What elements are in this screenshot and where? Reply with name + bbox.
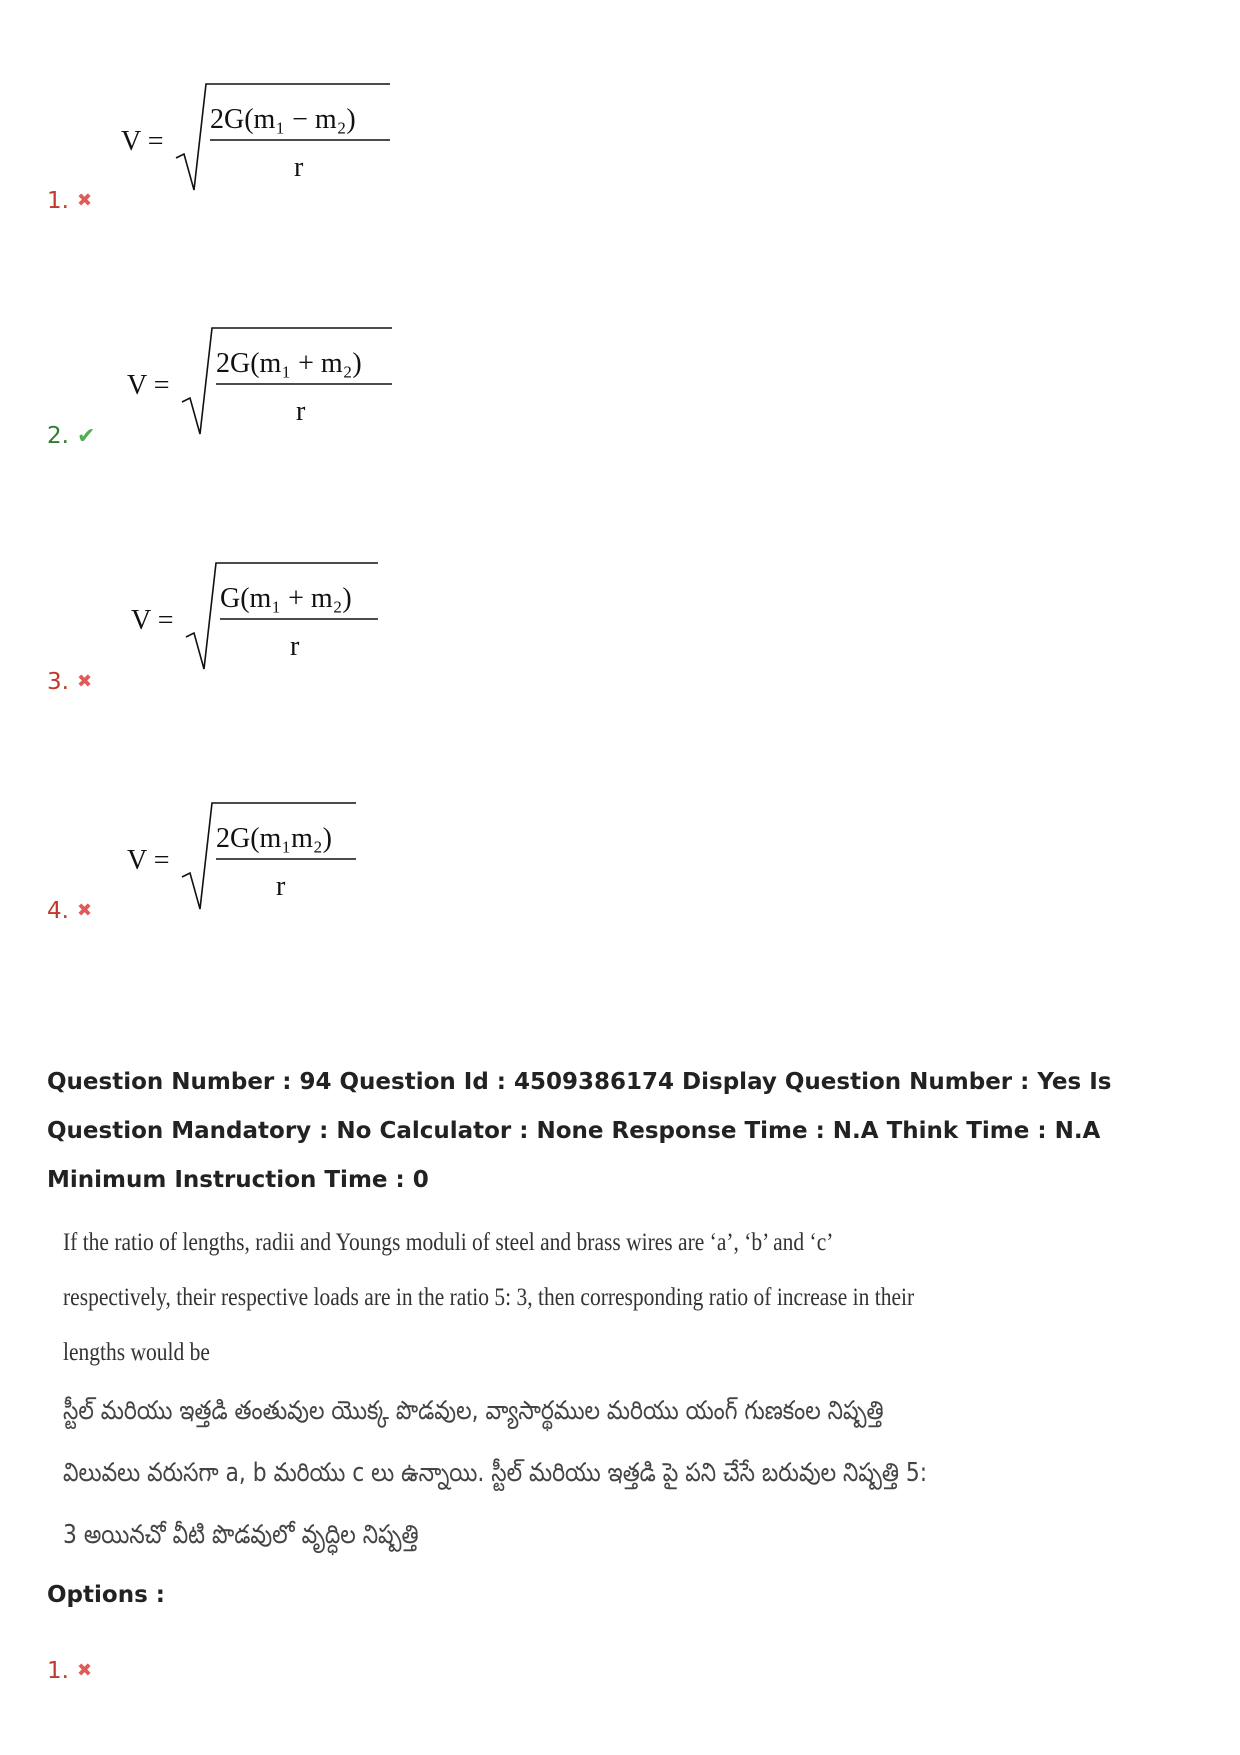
option-1-number: [47, 188, 92, 214]
cross-icon: ✖: [76, 1660, 93, 1681]
formula-denominator: r: [296, 396, 306, 427]
formula-lhs: V =: [121, 126, 164, 157]
formula-denominator: r: [290, 631, 300, 662]
option-2-formula: [124, 322, 404, 440]
formula-lhs: V =: [131, 605, 174, 636]
option-3-formula: [128, 557, 408, 675]
options-label: Options :: [47, 1582, 165, 1608]
formula-numerator: 2G(m₁m₂): [216, 823, 332, 854]
cross-icon: ✖: [76, 190, 93, 211]
option-number-label: 1.: [47, 1658, 69, 1684]
option-number-label: 3.: [47, 669, 69, 695]
cross-icon: ✖: [76, 900, 93, 921]
option-number-label: 1.: [47, 188, 69, 214]
next-option-1-number: [47, 1658, 92, 1684]
option-2-number: [47, 423, 95, 449]
question-text-english: If the ratio of lengths, radii and Youngs moduli of steel and brass wires are ‘a’, ‘b’ and ‘c’ respectively, their respective loads are in the ratio 5: 3, then corresponding ratio of increase in their lengths would be: [63, 1229, 915, 1366]
question-text-telugu: స్టీల్ మరియు ఇత్తడి తంతువుల యొక్క పొడవుల, వ్యాసార్థముల మరియు యంగ్ గుణకంల నిష్పత్తి విలువలు వరుసగా a, b మరియు c లు ఉన్నాయి. స్టీల్ మరియు ఇత్తడి పై పని చేసే బరువుల నిష్పత్తి 5: 3 అయినచో వీటి పొడవులో వృద్ధిల నిష్పత్తి: [63, 1396, 928, 1550]
formula-numerator: 2G(m₁ − m₂): [210, 104, 356, 135]
formula-denominator: r: [294, 152, 304, 183]
option-4-formula: [124, 797, 404, 915]
option-number-label: 4.: [47, 898, 69, 924]
check-icon: ✔: [76, 424, 96, 449]
option-3-number: [47, 669, 92, 695]
formula-numerator: G(m₁ + m₂): [220, 583, 352, 614]
option-4-number: [47, 898, 92, 924]
formula-lhs: V =: [127, 370, 170, 401]
cross-icon: ✖: [76, 671, 93, 692]
formula-denominator: r: [276, 871, 286, 902]
formula-numerator: 2G(m₁ + m₂): [216, 348, 362, 379]
option-number-label: 2.: [47, 423, 69, 449]
question-meta: Question Number : 94 Question Id : 4509386174 Display Question Number : Yes Is Question Mandatory : No Calculator : None Response Time : N.A Think Time : N.A Minimum Instruction Time : 0: [47, 1069, 1112, 1193]
option-1-formula: [118, 78, 398, 196]
formula-lhs: V =: [127, 845, 170, 876]
